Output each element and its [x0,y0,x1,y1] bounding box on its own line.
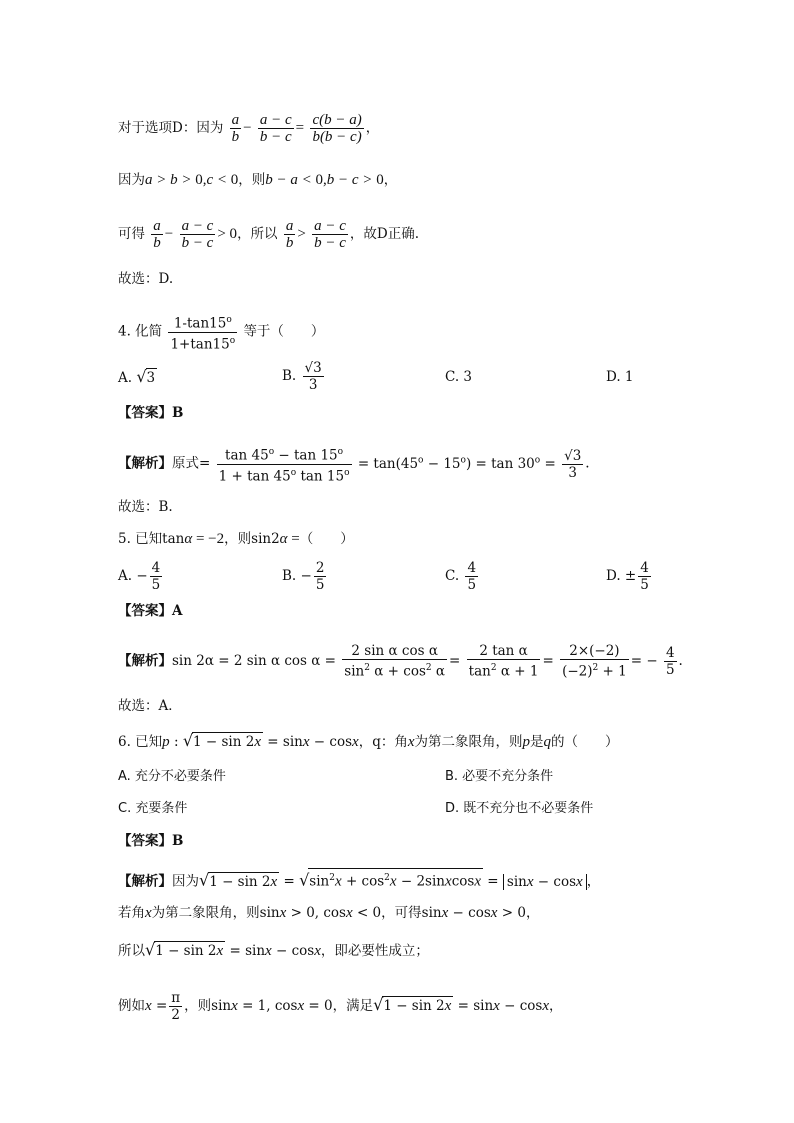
fraction: $\frac{\text{2 tan α}}{\tan^2 \alpha + 1}$ [468,643,539,680]
q4-answer: 【答案】B [118,405,184,421]
q6-analysis-3: 所以√1 − sin 2x = sinx − cosx，即必要性成立； [118,940,429,959]
fraction: $\frac{a - c}{b - c}$ [259,112,292,145]
q5-analysis: 【解析】sin 2α = 2 sin α cos α = $\frac{\text{2 sin α cos α}}{\sin^2 \alpha + \cos^2 \alpha}$ = $\frac{\text{2 tan α}}{\tan^2 \alpha + 1}$ = $\frac{2\times(-2)}{(-2)^2 + 1}$ = − $\frac{4}{5}$ . [118,643,683,680]
q6-analysis-4: 例如x = $\frac{\pi}{2}$ ，则sinx = 1, cosx = 0，满足√1 − sin 2x = sinx − cosx， [118,990,563,1023]
q6-option-d: D. 既不充分也不必要条件 [445,801,594,816]
fraction: $\frac{√3}{3}$ [304,360,322,393]
q6-analysis-2: 若角x为第二象限角，则sinx > 0, cosx < 0，可得sinx − cosx > 0， [118,905,540,921]
conclusion-line: 可得 $\frac{a}{b}$ − $\frac{a - c}{b - c}$ > 0，所以 $\frac{a}{b}$ > $\frac{a - c}{b - c}$ ，故D正确. [118,218,420,251]
q5-option-a: A. − $\frac{4}{5}$ [118,560,161,593]
question-6: 6. 已知p : √1 − sin 2x = sinx − cosx，q：角x为第二象限角，则p是q的（ ） [118,731,619,750]
fraction: $\frac{\pi}{2}$ [171,990,181,1023]
fraction: $\frac{4}{5}$ [665,644,675,678]
fraction: $\frac{1-\tan 15^o}{1+\tan 15^o}$ [168,312,237,352]
q4-analysis: 【解析】原式= $\frac{\tan 45^o - \tan 15^o}{1 + \tan 45^o \tan 15^o}$ = $\tan(45^o - 15^o) = \tan 30^o$ = $\frac{√3}{3}$ . [118,444,590,484]
option-d-line: 对于选项D：因为 $\frac{a}{b}$ − $\frac{a - c}{b - c}$ = $\frac{c(b - a)}{b(b - c)}$ ， [118,112,380,145]
choose-a: 故选：A． [118,698,182,714]
q5-option-d: D. ± $\frac{4}{5}$ [606,560,649,593]
fraction: $\frac{a}{b}$ [285,218,294,251]
question-5: 5. 已知tanα = −2，则sin2α =（ ） [118,531,354,547]
fraction: $\frac{2\times(-2)}{(-2)^2 + 1}$ [562,643,627,680]
fraction: $\frac{a - c}{b - c}$ [314,218,346,251]
fraction: $\frac{\tan 45^o - \tan 15^o}{1 + \tan 45^o \tan 15^o}$ [217,444,352,484]
choose-d: 故选：D. [118,271,174,287]
q4-option-a: A. √3 [118,367,156,386]
fraction: $\frac{a - c}{b - c}$ [181,218,214,251]
fraction: $\frac{2}{5}$ [315,560,325,593]
q4-option-c: C. 3 [445,369,473,385]
q6-option-a: A. 充分不必要条件 [118,769,226,784]
condition-line: 因为a > b > 0,c < 0，则b − a < 0,b − c > 0， [118,172,398,188]
q6-answer: 【答案】B [118,833,184,849]
fraction: $\frac{√3}{3}$ [564,447,582,481]
q5-option-b: B. − $\frac{2}{5}$ [282,560,325,593]
fraction: $\frac{a}{b}$ [231,112,240,145]
q4-option-d: D. 1 [606,369,634,385]
fraction: $\frac{4}{5}$ [640,560,649,593]
q5-answer: 【答案】A [118,603,183,619]
fraction: $\frac{c(b - a)}{b(b - c)}$ [312,112,362,145]
q6-option-c: C. 充要条件 [118,801,188,816]
q6-analysis-1: 【解析】因为$√1 - \sin 2x = √\sin^2x + \cos^2x$ − 2sinxcosx = sinx − cosx ， [118,868,600,891]
q4-option-b: B. $\frac{√3}{3}$ [282,360,322,393]
fraction: $\frac{4}{5}$ [467,560,477,593]
question-4: 4. 化简 $\frac{1-\tan 15^o}{1+\tan 15^o}$ 等于（ ） [118,312,324,352]
choose-b: 故选：B. [118,499,173,515]
fraction: $\frac{4}{5}$ [151,560,161,593]
q5-option-c: C. $\frac{4}{5}$ [445,560,477,593]
fraction: $\frac{\text{2 sin α cos α}}{\sin^2 \alpha + \cos^2 \alpha}$ [344,643,446,680]
q6-option-b: B. 必要不充分条件 [445,769,554,784]
fraction: $\frac{a}{b}$ [153,218,161,251]
